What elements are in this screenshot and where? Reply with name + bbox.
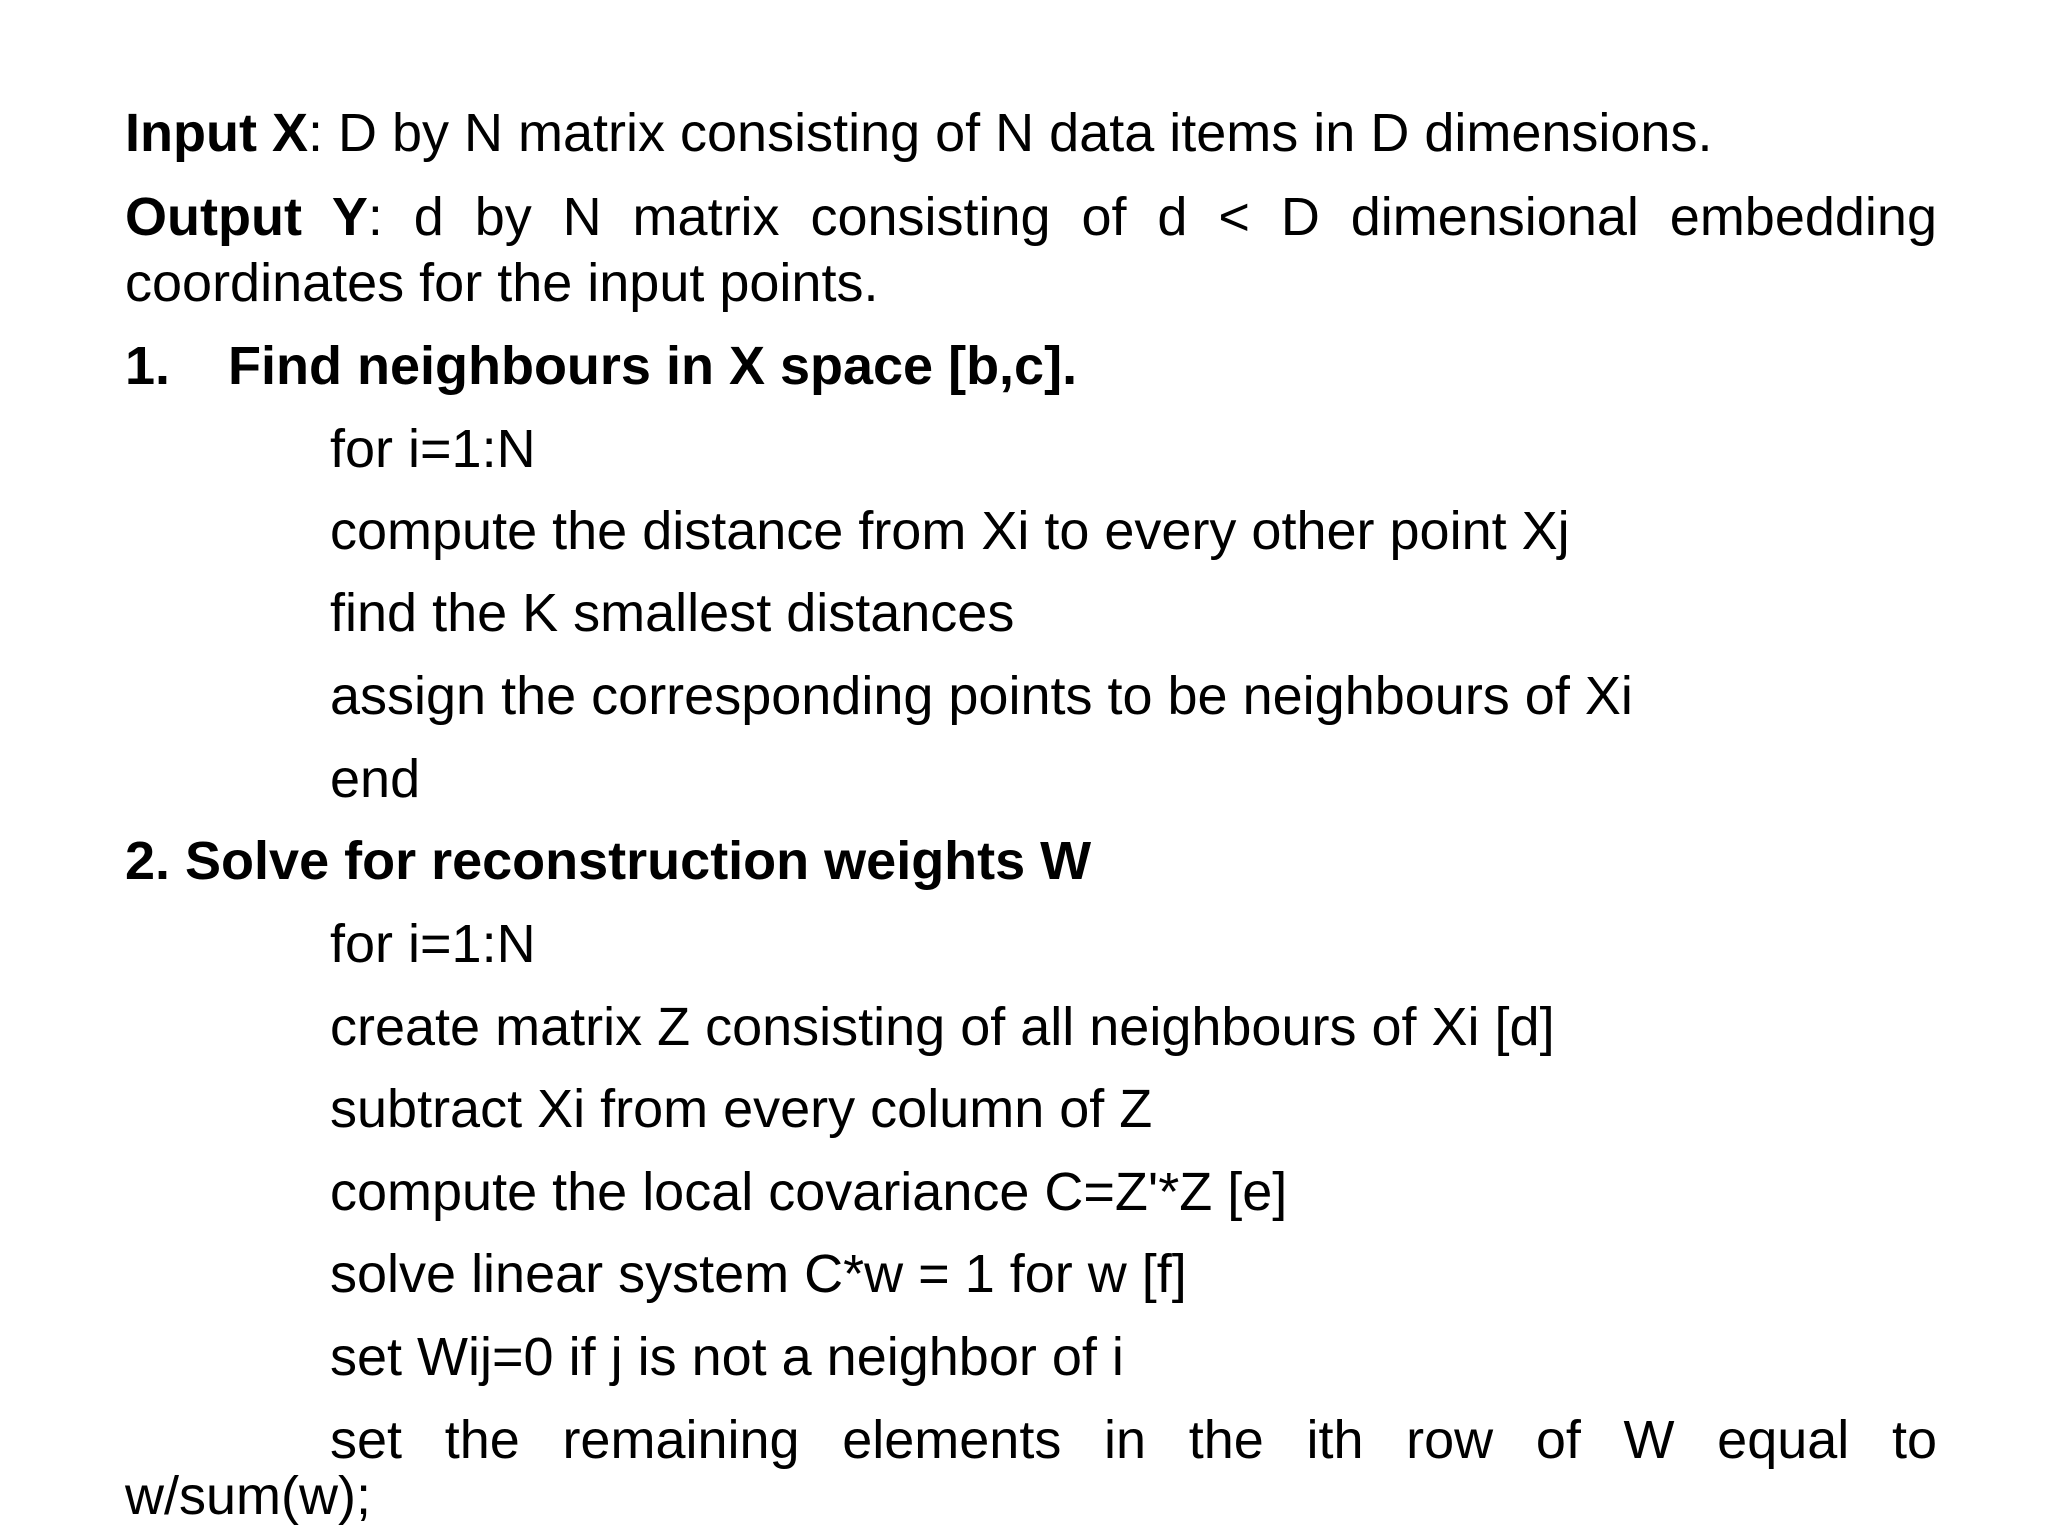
input-label: Input X (125, 103, 308, 163)
output-description-line1 (125, 184, 1937, 250)
output-text-line2: coordinates for the input points. (125, 253, 879, 313)
step2-line: create matrix Z consisting of all neighbours of Xi [d] (330, 997, 1555, 1057)
output-text-line1: : d by N matrix consisting of d < D dimensional embedding (367, 187, 1937, 247)
input-text: : D by N matrix consisting of N data items in D dimensions. (307, 103, 1713, 163)
step1-title: Find neighbours in X space [b,c]. (228, 336, 1078, 396)
step1-line: end (330, 749, 421, 809)
output-label: Output Y (125, 187, 368, 247)
input-description (125, 100, 1712, 166)
step1-line: assign the corresponding points to be neighbours of Xi (330, 666, 1633, 726)
step1-line: find the K smallest distances (330, 583, 1015, 643)
step2-line: for i=1:N (330, 914, 536, 974)
step2-line: compute the local covariance C=Z'*Z [e] (330, 1162, 1288, 1222)
step1-line: compute the distance from Xi to every other point Xj (330, 501, 1570, 561)
step1-line: for i=1:N (330, 419, 536, 479)
step1-number: 1. (125, 336, 171, 396)
step2-line: solve linear system C*w = 1 for w [f] (330, 1244, 1187, 1304)
step1-heading (125, 333, 1077, 399)
step2-line: set Wij=0 if j is not a neighbor of i (330, 1327, 1124, 1387)
step2-heading: 2. Solve for reconstruction weights W (125, 831, 1092, 891)
step2-last-line2: w/sum(w); (125, 1466, 371, 1526)
step2-last-line1: set the remaining elements in the ith row of W equal to (330, 1410, 1937, 1470)
step2-line: subtract Xi from every column of Z (330, 1079, 1153, 1139)
